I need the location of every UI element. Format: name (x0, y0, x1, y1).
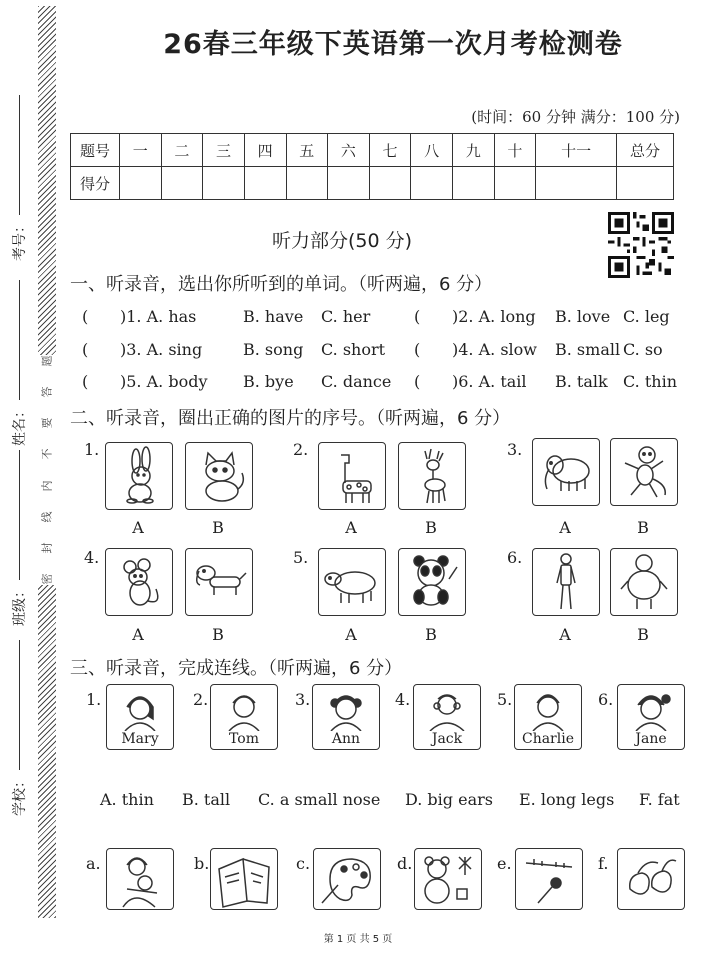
option-c: C. so (623, 340, 663, 359)
person-number: 4. (395, 690, 411, 709)
description-c[interactable]: C. a small nose (258, 790, 381, 809)
option-a: )5. A. body (120, 372, 208, 391)
option-b: B. bye (243, 372, 294, 391)
exam-number-label: 考号： (12, 219, 28, 261)
option-c: C. short (321, 340, 386, 359)
score-cell[interactable] (536, 167, 617, 200)
col-header: 六 (328, 134, 370, 167)
option-b: B. song (243, 340, 304, 359)
name-label: 姓名： (12, 404, 28, 446)
score-cell[interactable] (203, 167, 245, 200)
score-cell[interactable] (369, 167, 411, 200)
person-name: Jane (635, 731, 667, 747)
option-a: )2. A. long (452, 307, 536, 326)
description-e[interactable]: E. long legs (519, 790, 615, 809)
item-number: 4. (84, 548, 100, 567)
description-a[interactable]: A. thin (100, 790, 154, 809)
score-cell[interactable] (494, 167, 536, 200)
item-number: 5. (293, 548, 309, 567)
seal-char: 封 (40, 542, 53, 554)
option-c: C. leg (623, 307, 670, 326)
dog-icon[interactable] (185, 548, 253, 616)
option-b: B. love (555, 307, 611, 326)
option-label-b: B (212, 518, 224, 537)
score-cell[interactable] (161, 167, 203, 200)
person-card-mary[interactable] (106, 684, 174, 750)
person-number: 5. (497, 690, 513, 709)
listening-header: 听力部分(50 分) (272, 230, 413, 252)
monkey-icon[interactable] (610, 438, 678, 506)
giraffe-icon[interactable] (318, 442, 386, 510)
option-a: )3. A. sing (120, 340, 203, 359)
option-label-a: A (345, 518, 357, 537)
binding-strip (0, 0, 62, 920)
option-b: B. talk (555, 372, 608, 391)
score-cell[interactable] (244, 167, 286, 200)
ballet-shoes-icon[interactable] (617, 848, 685, 910)
seal-char: 密 (40, 573, 53, 585)
mouse-icon[interactable] (105, 548, 173, 616)
person-card-jack[interactable] (413, 684, 481, 750)
polar-bear-icon[interactable] (318, 548, 386, 616)
option-a: )1. A. has (120, 307, 197, 326)
person-name: Mary (121, 731, 159, 747)
option-label-b: B (212, 625, 224, 644)
score-table-header-row (71, 134, 674, 167)
seal-line-text (36, 355, 58, 585)
option-label-a: A (559, 518, 571, 537)
option-label-a: A (559, 625, 571, 644)
col-header: 四 (244, 134, 286, 167)
col-header: 十一 (536, 134, 617, 167)
card-icon[interactable] (210, 848, 278, 910)
picture-letter: e. (497, 854, 512, 873)
picture-letter: a. (86, 854, 101, 873)
thin-man-icon[interactable] (532, 548, 600, 616)
person-number: 1. (86, 690, 102, 709)
col-header: 一 (120, 134, 162, 167)
score-cell[interactable] (120, 167, 162, 200)
picture-letter: b. (194, 854, 210, 873)
panda-icon[interactable] (398, 548, 466, 616)
option-c: C. thin (623, 372, 677, 391)
page-title: 26春三年级下英语第一次月考检测卷 (163, 29, 623, 60)
person-name: Charlie (521, 731, 574, 747)
name-field[interactable] (19, 280, 20, 400)
seal-char: 内 (40, 480, 53, 492)
col-header: 总分 (617, 134, 674, 167)
score-table-score-row (71, 167, 674, 200)
item-number: 1. (84, 440, 100, 459)
page-footer: 第 1 页 共 5 页 (323, 934, 393, 945)
option-b: B. small (555, 340, 621, 359)
person-number: 6. (598, 690, 614, 709)
description-b[interactable]: B. tall (182, 790, 231, 809)
description-f[interactable]: F. fat (639, 790, 680, 809)
option-a: )6. A. tail (452, 372, 527, 391)
rabbit-icon[interactable] (105, 442, 173, 510)
time-info: (时间：60 分钟 满分：100 分) (471, 108, 680, 126)
person-name: Ann (331, 731, 361, 747)
option-label-b: B (425, 625, 437, 644)
col-header: 十 (494, 134, 536, 167)
seal-char: 线 (40, 511, 53, 523)
col-header: 五 (286, 134, 328, 167)
person-card-ann[interactable] (312, 684, 380, 750)
answer-bracket[interactable]: ( (82, 340, 89, 359)
person-card-charlie[interactable] (514, 684, 582, 750)
seal-char: 不 (40, 448, 53, 460)
person-number: 3. (295, 690, 311, 709)
section-3-title: 三、听录音，完成连线。（听两遍，6 分） (70, 658, 403, 679)
seal-char: 答 (40, 386, 53, 398)
answer-bracket[interactable]: ( (414, 340, 421, 359)
deer-icon[interactable] (398, 442, 466, 510)
cat-icon[interactable] (185, 442, 253, 510)
section-1-title: 一、听录音，选出你所听到的单词。（听两遍，6 分） (70, 274, 493, 295)
picture-letter: d. (397, 854, 413, 873)
person-card-jane[interactable] (617, 684, 685, 750)
option-label-b: B (425, 518, 437, 537)
palette-icon[interactable] (313, 848, 381, 910)
option-a: )4. A. slow (452, 340, 537, 359)
teddy-bear-icon[interactable] (414, 848, 482, 910)
class-field[interactable] (19, 450, 20, 580)
option-c: C. her (321, 307, 371, 326)
option-label-b: B (637, 625, 649, 644)
school-field[interactable] (19, 640, 20, 770)
option-label-a: A (345, 625, 357, 644)
score-cell[interactable] (617, 167, 674, 200)
row-label: 题号 (71, 134, 120, 167)
class-label: 班级： (12, 584, 28, 626)
person-card-tom[interactable] (210, 684, 278, 750)
score-cell[interactable] (453, 167, 495, 200)
option-label-a: A (132, 625, 144, 644)
seal-char: 要 (40, 417, 53, 429)
person-name: Jack (431, 731, 463, 747)
picture-letter: c. (296, 854, 311, 873)
col-header: 八 (411, 134, 453, 167)
score-cell[interactable] (411, 167, 453, 200)
elephant-icon[interactable] (532, 438, 600, 506)
item-number: 3. (507, 440, 523, 459)
answer-bracket[interactable]: ( (82, 307, 89, 326)
description-d[interactable]: D. big ears (405, 790, 493, 809)
answer-bracket[interactable]: ( (414, 372, 421, 391)
qr-code-icon (608, 212, 674, 278)
col-header: 九 (453, 134, 495, 167)
exam-number-field[interactable] (19, 95, 20, 215)
col-header: 二 (161, 134, 203, 167)
person-name: Tom (229, 731, 259, 747)
option-b: B. have (243, 307, 304, 326)
option-c: C. dance (321, 372, 392, 391)
hugging-girls-icon[interactable] (106, 848, 174, 910)
score-cell[interactable] (286, 167, 328, 200)
person-number: 2. (193, 690, 209, 709)
col-header: 七 (369, 134, 411, 167)
col-header: 三 (203, 134, 245, 167)
row-label: 得分 (71, 167, 120, 200)
score-cell[interactable] (328, 167, 370, 200)
seal-char: 题 (40, 355, 53, 367)
option-label-b: B (637, 518, 649, 537)
microphone-icon[interactable] (515, 848, 583, 910)
item-number: 6. (507, 548, 523, 567)
score-table (70, 133, 674, 200)
answer-bracket[interactable]: ( (414, 307, 421, 326)
fat-man-icon[interactable] (610, 548, 678, 616)
option-label-a: A (132, 518, 144, 537)
item-number: 2. (293, 440, 309, 459)
picture-letter: f. (598, 854, 609, 873)
answer-bracket[interactable]: ( (82, 372, 89, 391)
section-2-title: 二、听录音，圈出正确的图片的序号。（听两遍，6 分） (70, 408, 511, 429)
school-label: 学校： (12, 774, 28, 816)
